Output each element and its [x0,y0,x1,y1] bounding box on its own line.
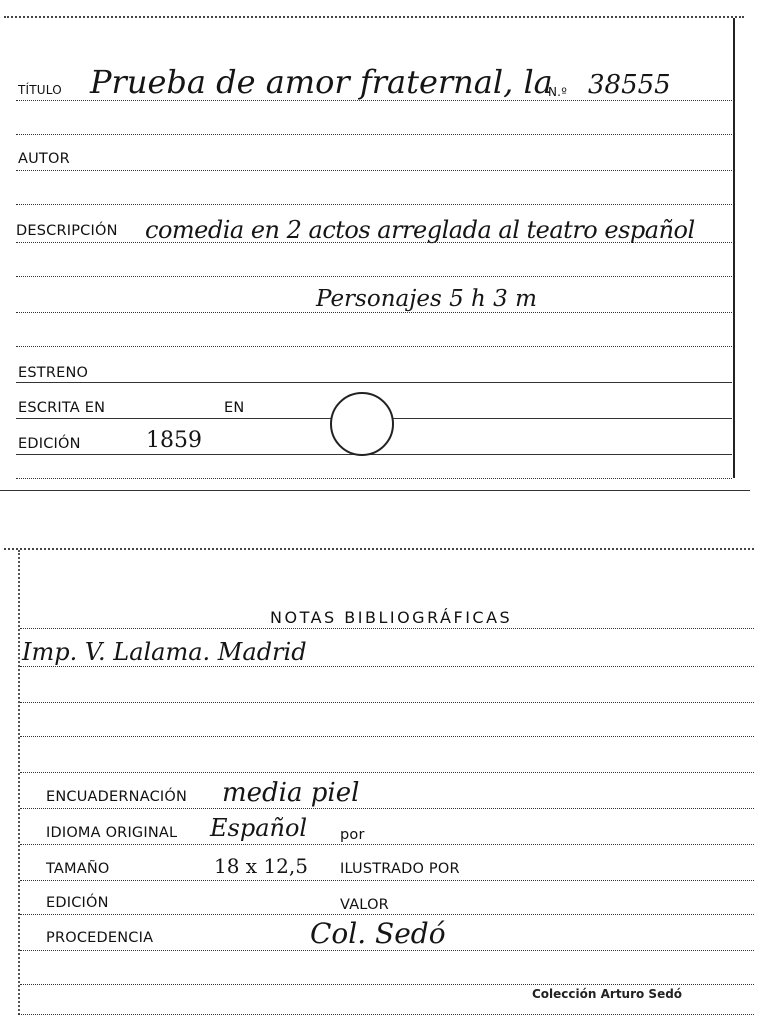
procedencia-label: PROCEDENCIA [46,930,154,946]
tamano-label: TAMAÑO [46,861,110,877]
rule [20,880,754,881]
autor-label: AUTOR [18,151,70,167]
titulo-value: Prueba de amor fraternal, la [90,63,553,101]
rule [16,134,732,135]
edicion-value: 1859 [146,428,202,453]
valor-label: VALOR [340,897,389,913]
notas-heading: NOTAS BIBLIOGRÁFICAS [270,608,513,627]
rule [20,702,754,703]
collection-credit: Colección Arturo Sedó [532,987,683,1001]
ilustrado-label: ILUSTRADO POR [340,861,460,877]
en-label: EN [224,400,245,416]
numero-label: N.º [548,85,568,99]
rule [16,346,732,347]
encuadernacion-label: ENCUADERNACIÓN [46,789,188,805]
card-right-edge [733,18,735,478]
rule [20,666,754,667]
card-bottom-edge [18,1014,754,1015]
rule [16,478,732,479]
encuadernacion-value: media piel [222,778,360,808]
edicion-label: EDICIÓN [18,436,81,452]
card-left-edge [18,550,20,1015]
descripcion-label: DESCRIPCIÓN [16,223,118,239]
rule [16,204,732,205]
catalog-card-bottom [0,540,759,1028]
titulo-label: TÍTULO [18,83,62,97]
rule [16,454,732,455]
rule [20,808,754,809]
rule [20,844,754,845]
idioma-label: IDIOMA ORIGINAL [46,825,178,841]
rule [16,242,732,243]
tamano-value: 18 x 12,5 [214,854,308,878]
rule [20,736,754,737]
card-top-edge [4,16,744,18]
rule [16,382,732,383]
rule [16,312,732,313]
rule [20,628,754,629]
catalog-card-top [0,0,759,495]
notas-line-1: Imp. V. Lalama. Madrid [22,638,307,666]
estreno-label: ESTRENO [18,365,89,381]
rule [16,100,732,101]
card-top-edge [4,548,754,550]
rule [20,772,754,773]
rule [16,276,732,277]
procedencia-value: Col. Sedó [310,917,446,950]
rule [20,950,754,951]
card-bottom-edge [0,490,750,491]
rule [16,170,732,171]
rule [20,984,754,985]
punch-hole [330,392,394,456]
descripcion-value-2: Personajes 5 h 3 m [316,286,537,312]
rule [20,914,754,915]
por-label: por [340,827,365,843]
numero-value: 38555 [588,70,671,100]
idioma-value: Español [210,814,308,842]
descripcion-value: comedia en 2 actos arreglada al teatro español [145,216,695,244]
edicion-label-2: EDICIÓN [46,895,109,911]
escrita-en-label: ESCRITA EN [18,400,106,416]
